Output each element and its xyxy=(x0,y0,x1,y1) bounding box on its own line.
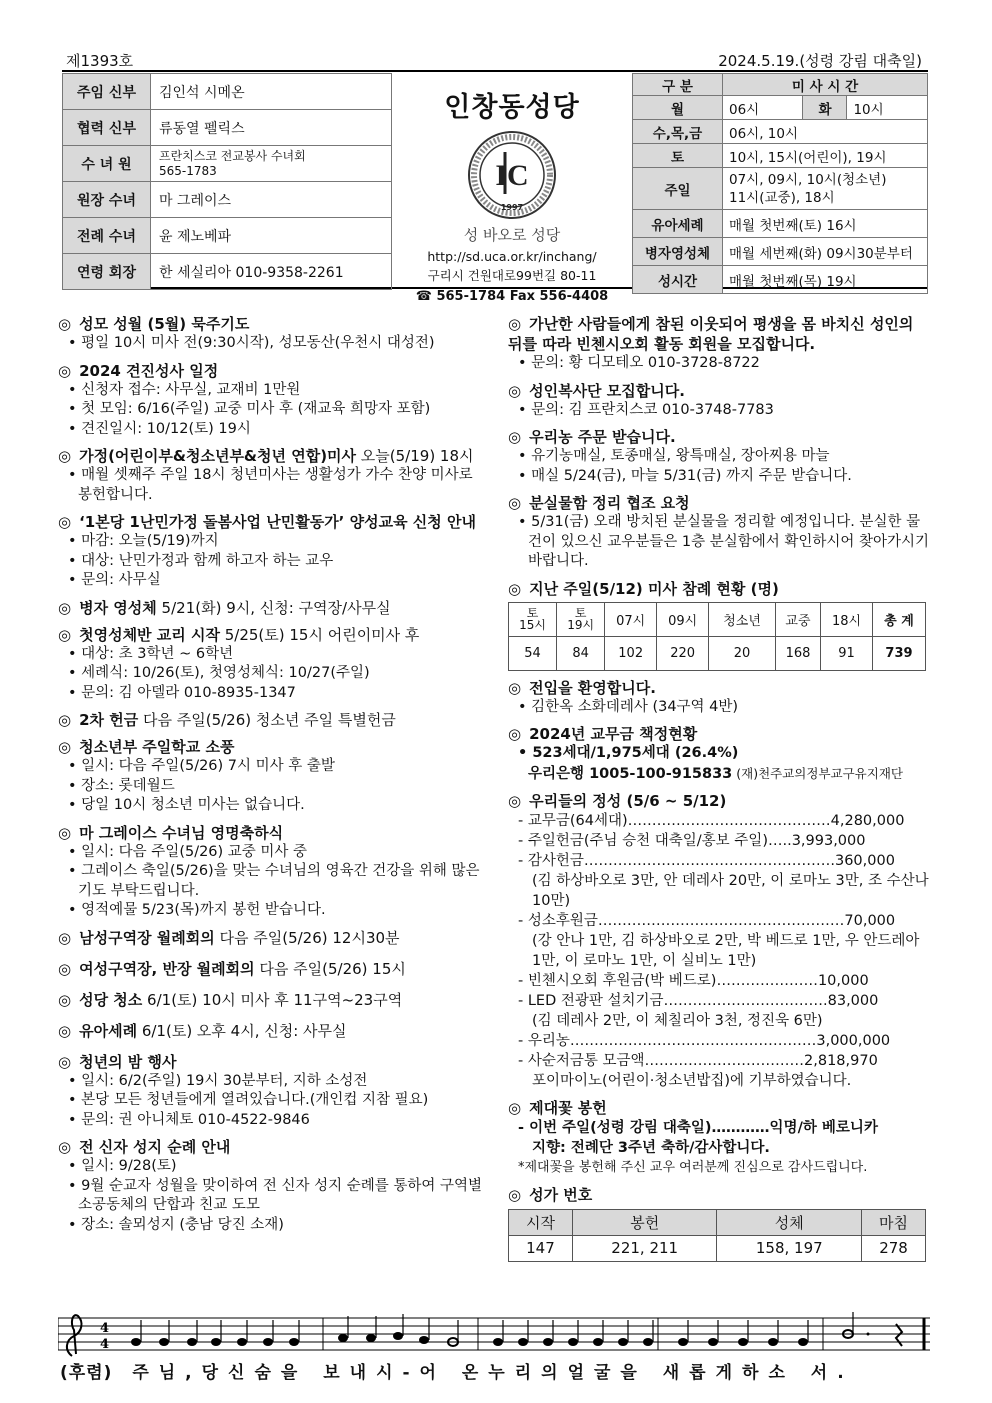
issue-number: 제1393호 xyxy=(66,52,134,70)
issue-date: 2024.5.19.(성령 강림 대축일) xyxy=(718,52,922,70)
notice-detail: 오늘(5/19) 18시 xyxy=(356,447,474,465)
parish-url[interactable]: http://sd.uca.or.kr/inchang/ xyxy=(427,249,597,264)
notice-farm-order xyxy=(508,427,930,486)
notice-detail: 다음 주일(5/26) 15시 xyxy=(254,959,406,978)
mass-value: 매월 세번째(화) 09시30분부터 xyxy=(723,238,928,266)
bullet-mark: ◎ xyxy=(58,315,72,333)
notice-title: 성모 성월 (5월) 묵주기도 xyxy=(79,315,250,333)
issue-header xyxy=(62,48,928,72)
bullet-mark: ◎ xyxy=(508,792,522,810)
mass-key: 월 xyxy=(633,96,723,120)
notice-item: • 장소: 솔뫼성지 (충남 당진 소재) xyxy=(68,1216,483,1236)
attendance-header: 09시 xyxy=(657,602,709,636)
bullet-mark: ◎ xyxy=(508,579,522,598)
attendance-header: 총 계 xyxy=(873,602,926,636)
notice-item: • 본당 모든 청년들에게 열려있습니다.(개인컵 지참 필요) xyxy=(68,1091,483,1111)
notice-attendance xyxy=(508,579,930,671)
notice-item: • 일시: 9/28(토) xyxy=(68,1157,483,1177)
parish-name: 인창동성당 xyxy=(444,92,580,123)
parish-info xyxy=(394,73,630,304)
bullet-mark: ◎ xyxy=(508,1099,522,1117)
notice-detail: 다음 주일(5/26) 청소년 주일 특별헌금 xyxy=(138,711,396,729)
mass-key: 주일 xyxy=(633,168,723,210)
notice-title: 성당 청소 xyxy=(79,990,143,1009)
bullet-mark: ◎ xyxy=(58,361,72,380)
notice-infant-baptism xyxy=(58,1021,483,1041)
hymn-number: 221, 211 xyxy=(572,1235,717,1261)
notice-title: 우리들의 정성 (5/6 ~ 5/12) xyxy=(529,792,727,810)
refrain-label: (후렴) xyxy=(60,1363,113,1383)
bullet-mark: ◎ xyxy=(58,738,72,756)
flower-thanks: *제대꽃을 봉헌해 주신 교우 여러분께 진심으로 감사드립니다. xyxy=(518,1160,868,1175)
bank-account: 우리은행 1005-100-915833 xyxy=(528,765,733,782)
notice-family-mass xyxy=(58,446,483,505)
attendance-value: 84 xyxy=(557,636,605,670)
notice-item: • 첫 모임: 6/16(주일) 교중 미사 후 (재교육 희망자 포함) xyxy=(68,400,483,420)
notice-item: • 523세대/1,975세대 (26.4%) xyxy=(518,744,930,764)
notice-title: ‘1본당 1난민가정 돌봄사업 난민활동가’ 양성교육 신청 안내 xyxy=(79,513,476,531)
staff-value: 마 그레이스 xyxy=(151,182,392,218)
mass-value xyxy=(723,168,928,210)
offering-item: - LED 전광판 설치기금…………………………….83,000 xyxy=(518,991,930,1011)
bullet-mark: ◎ xyxy=(508,494,522,512)
notice-detail: 다음 주일(5/26) 12시30분 xyxy=(214,928,400,947)
bullet-mark: ◎ xyxy=(508,428,522,446)
notice-item: • 문의: 김 아델라 010-8935-1347 xyxy=(68,684,483,704)
notice-vincent xyxy=(508,314,930,374)
offering-item: - 사순저금통 모금액……………………………2,818,970 xyxy=(518,1051,930,1071)
notice-title: 가정(어린이부&청소년부&청년 연합)미사 xyxy=(79,447,357,465)
bullet-mark: ◎ xyxy=(58,1021,72,1040)
bullet-mark: ◎ xyxy=(508,678,522,697)
logo-year: 1997 xyxy=(500,203,524,212)
offering-item: - 우리농……………………………………………3,000,000 xyxy=(518,1031,930,1051)
mass-head-key: 구 분 xyxy=(633,74,723,96)
bank-holder: (재)천주교의정부교구유지재단 xyxy=(732,765,903,781)
attendance-value: 102 xyxy=(605,636,657,670)
notice-title: 병자 영성체 xyxy=(79,598,157,617)
offering-detail: (김 하상바오로 3만, 안 데레사 20만, 이 로마노 3만, 조 수산나 10만) xyxy=(532,873,929,909)
notice-item: • 매월 셋째주 주일 18시 청년미사는 생활성가 가수 찬양 미사로 봉헌합니다. xyxy=(68,466,483,505)
notice-sick-communion xyxy=(58,598,483,618)
bullet-mark: ◎ xyxy=(58,823,72,842)
notice-title: 우리농 주문 받습니다. xyxy=(529,428,676,446)
bullet-mark: ◎ xyxy=(58,447,72,465)
bullet-mark: ◎ xyxy=(58,625,72,644)
mass-key: 수,목,금 xyxy=(633,120,723,144)
staff-key: 수 녀 원 xyxy=(63,146,151,182)
music-notes xyxy=(131,1330,870,1346)
bullet-mark: ◎ xyxy=(508,381,522,400)
notice-title: 청소년부 주일학교 소풍 xyxy=(79,738,235,756)
notice-detail: 5/21(화) 9시, 신청: 구역장/사무실 xyxy=(156,598,391,617)
bullet-mark: ◎ xyxy=(508,1185,522,1204)
hymn-number: 158, 197 xyxy=(717,1235,862,1261)
sunday-times-2: 11시(교중), 18시 xyxy=(729,189,835,206)
staff-value: 윤 제노베파 xyxy=(151,218,392,254)
notice-title: 2024년 교무금 책정현황 xyxy=(529,725,698,743)
notice-title: 성인복사단 모집합니다. xyxy=(529,381,685,400)
notice-title: 제대꽃 봉헌 xyxy=(529,1099,607,1117)
mass-value: 10시, 15시(어린이), 19시 xyxy=(723,144,928,168)
notice-item: • 일시: 다음 주일(5/26) 교중 미사 중 xyxy=(68,843,483,863)
notice-item: • 그레이스 축일(5/26)을 맞는 수녀님의 영육간 건강을 위해 많은 기도 부탁드립니다. xyxy=(68,862,483,901)
staff-value: 한 세실리아 010-9358-2261 xyxy=(151,254,392,290)
attendance-header: 토 19시 xyxy=(557,602,605,636)
attendance-header: 18시 xyxy=(821,602,873,636)
bullet-mark: ◎ xyxy=(58,598,72,617)
mass-value: 매월 첫번째(토) 16시 xyxy=(723,210,928,238)
notice-detail: 6/1(토) 오후 4시, 신청: 사무실 xyxy=(137,1021,347,1040)
offering-detail: 포이마이노(어린이·청소년밥집)에 기부하였습니다. xyxy=(532,1073,852,1089)
staff-key: 원장 수녀 xyxy=(63,182,151,218)
attendance-value: 220 xyxy=(657,636,709,670)
masthead xyxy=(62,73,928,304)
bullet-mark: ◎ xyxy=(58,928,72,947)
hymn-table xyxy=(508,1209,926,1262)
notice-item: • 문의: 사무실 xyxy=(68,571,483,591)
notice-detail: 6/1(토) 10시 미사 후 11구역~23구역 xyxy=(142,990,403,1009)
rest-icon xyxy=(896,1324,902,1346)
attendance-header: 청소년 xyxy=(709,602,776,636)
notice-first-communion xyxy=(58,625,483,704)
bullet-mark: ◎ xyxy=(58,513,72,531)
staff-table xyxy=(62,73,392,290)
staff-value: 류동열 펠릭스 xyxy=(151,110,392,146)
notice-title: 2024 견진성사 일정 xyxy=(79,361,219,380)
mass-value: 06시, 10시 xyxy=(723,120,928,144)
notice-title: 마 그레이스 수녀님 영명축하식 xyxy=(79,823,284,842)
staff-key: 협력 신부 xyxy=(63,110,151,146)
notice-item: • 문의: 황 디모테오 010-3728-8722 xyxy=(518,354,930,374)
mass-value: 06시 xyxy=(723,96,803,120)
notice-title: 성가 번호 xyxy=(529,1185,593,1204)
time-signature xyxy=(100,1321,109,1352)
notice-item: • 일시: 6/2(주일) 19시 30분부터, 지하 소성전 xyxy=(68,1072,483,1092)
attendance-value: 20 xyxy=(709,636,776,670)
notice-welcome xyxy=(508,678,930,718)
notice-item: • 9월 순교자 성월을 맞이하여 전 신자 성지 순례를 통하여 구역별 소공동체의 단합과 친교 도모 xyxy=(68,1177,483,1216)
svg-text:4: 4 xyxy=(100,1321,110,1336)
staff-value: 프란치스코 전교봉사 수녀회 565-1783 xyxy=(151,146,392,182)
hymn-number: 147 xyxy=(509,1235,573,1261)
bullet-mark: ◎ xyxy=(58,959,72,978)
notice-item: • 견진일시: 10/12(토) 19시 xyxy=(68,420,483,440)
flower-offering: - 이번 주일(성령 강림 대축일)…………익명/하 베로니카 xyxy=(518,1118,930,1138)
offering-item: - 빈첸시오회 후원금(박 베드로)…………………10,000 xyxy=(518,971,930,991)
mass-key: 유아세례 xyxy=(633,210,723,238)
notice-title: 청년의 밤 행사 xyxy=(79,1052,177,1071)
mass-value: 매월 첫번째(목) 19시 xyxy=(723,266,928,294)
notice-lost-found xyxy=(508,493,930,572)
notice-item: • 문의: 김 프란치스코 010-3748-7783 xyxy=(518,401,930,421)
notice-women-meeting xyxy=(58,959,483,979)
notice-altar-servers xyxy=(508,381,930,421)
notice-title: 유아세례 xyxy=(79,1021,138,1040)
notice-title: 여성구역장, 반장 월례회의 xyxy=(79,959,255,978)
notice-title: 첫영성체반 교리 시작 xyxy=(79,625,220,644)
notice-item: • 장소: 롯데월드 xyxy=(68,777,483,797)
notice-title: 지난 주일(5/12) 미사 참례 현황 (명) xyxy=(529,579,779,598)
mass-key: 병자영성체 xyxy=(633,238,723,266)
notice-item: • 5/31(금) 오래 방치된 분실물을 정리할 예정입니다. 분실한 물건이 있으신 교우분들은 1층 분실함에서 확인하시어 찾아가시기 바랍니다. xyxy=(518,513,930,572)
notice-dues xyxy=(508,724,930,784)
offering-detail: (강 안나 1만, 김 하상바오로 2만, 박 베드로 1만, 우 안드레아 1만, 이 로마노 1만, 이 실비노 1만) xyxy=(532,933,920,969)
notice-item: • 당일 10시 청소년 미사는 없습니다. xyxy=(68,796,483,816)
attendance-header: 교중 xyxy=(775,602,820,636)
notice-feast-celebration xyxy=(58,823,483,921)
parish-address: 구리시 건원대로99번길 80-11 xyxy=(427,268,597,283)
attendance-value: 91 xyxy=(821,636,873,670)
bullet-mark: ◎ xyxy=(58,1052,72,1071)
notice-pilgrimage xyxy=(58,1137,483,1235)
notice-youth-picnic xyxy=(58,737,483,816)
mass-key: 토 xyxy=(633,144,723,168)
staff-key: 연령 회장 xyxy=(63,254,151,290)
parish-phone: ☎ 565-1784 Fax 556-4408 xyxy=(415,289,609,304)
notice-title: 2차 헌금 xyxy=(79,711,139,729)
notice-cleaning xyxy=(58,990,483,1010)
attendance-header: 07시 xyxy=(605,602,657,636)
offering-list xyxy=(508,811,930,1091)
mass-key: 성시간 xyxy=(633,266,723,294)
notice-item: • 문의: 권 아니체토 010-4522-9846 xyxy=(68,1111,483,1131)
logo-letters: IC xyxy=(495,159,529,192)
notice-detail: 5/25(토) 15시 어린이미사 후 xyxy=(219,625,420,644)
hymn-header: 마침 xyxy=(862,1209,926,1235)
bullet-mark: ◎ xyxy=(508,315,522,333)
mass-head-value: 미 사 시 간 xyxy=(723,74,928,96)
notice-item: • 매실 5/24(금), 마늘 5/31(금) 까지 주문 받습니다. xyxy=(518,467,930,487)
attendance-table xyxy=(508,602,926,671)
attendance-value: 168 xyxy=(775,636,820,670)
notice-item: • 대상: 난민가정과 함께 하고자 하는 교우 xyxy=(68,552,483,572)
staff-key: 주임 신부 xyxy=(63,74,151,110)
notice-refugee xyxy=(58,512,483,591)
notice-title: 분실물함 정리 협조 요청 xyxy=(529,494,690,512)
right-column xyxy=(508,314,930,1269)
offering-item: - 감사헌금…………………………………………….360,000 xyxy=(518,851,930,871)
attendance-header: 토 15시 xyxy=(509,602,557,636)
offering-item: - 성소후원금……………………………………………70,000 xyxy=(518,911,930,931)
notice-item: • 평일 10시 미사 전(9:30시작), 성모동산(우천시 대성전) xyxy=(68,334,483,354)
hymn-header: 봉헌 xyxy=(572,1209,717,1235)
hymn-header: 시작 xyxy=(509,1209,573,1235)
notice-item: • 대상: 초 3학년 ~ 6학년 xyxy=(68,645,483,665)
parish-patron: 성 바오로 성당 xyxy=(463,226,561,244)
bullet-mark: ◎ xyxy=(58,711,72,729)
notice-title: 전입을 환영합니다. xyxy=(529,678,656,697)
offering-item: - 교무금(64세대)……………………………………4,280,000 xyxy=(518,811,930,831)
notice-offerings xyxy=(508,791,930,1091)
bullet-mark: ◎ xyxy=(58,1138,72,1156)
notice-title: 가난한 사람들에게 참된 이웃되어 평생을 몸 바치신 성인의 뒤를 따라 빈첸시오회 활동 회원을 모집합니다. xyxy=(508,315,914,353)
flower-intention: 지향: 전례단 3주년 축하/감사합니다. xyxy=(532,1140,770,1156)
attendance-total: 739 xyxy=(873,636,926,670)
refrain-text: 주님,당신숨을 보내시-어 온누리의얼굴을 새롭게하소 서. xyxy=(132,1363,854,1383)
attendance-value: 54 xyxy=(509,636,557,670)
parish-logo-icon xyxy=(467,130,557,220)
notice-item: • 일시: 다음 주일(5/26) 7시 미사 후 출발 xyxy=(68,757,483,777)
staff-value: 김인석 시메온 xyxy=(151,74,392,110)
notice-title: 남성구역장 월례회의 xyxy=(79,928,215,947)
notice-item: • 마감: 오늘(5/19)까지 xyxy=(68,532,483,552)
bullet-mark: ◎ xyxy=(508,725,522,743)
staff-key: 전례 수녀 xyxy=(63,218,151,254)
left-column xyxy=(58,314,483,1242)
notice-youth-night xyxy=(58,1052,483,1131)
notice-second-collection xyxy=(58,710,483,730)
sunday-times-1: 07시, 09시, 10시(청소년) xyxy=(729,171,887,188)
notice-item: • 세례식: 10/26(토), 첫영성체식: 10/27(주일) xyxy=(68,664,483,684)
notice-item: • 김한옥 소화데레사 (34구역 4반) xyxy=(518,698,930,718)
refrain-lyrics xyxy=(60,1358,854,1383)
notice-item: • 유기농매실, 토종매실, 왕특매실, 장아찌용 마늘 xyxy=(518,447,930,467)
offering-item: - 주일헌금(주님 승천 대축일/홍보 주일)…..3,993,000 xyxy=(518,831,930,851)
mass-schedule-table xyxy=(632,73,928,294)
mass-key: 화 xyxy=(803,96,847,120)
bullet-mark: ◎ xyxy=(58,990,72,1009)
hymn-header: 성체 xyxy=(717,1209,862,1235)
notice-altar-flowers xyxy=(508,1098,930,1178)
notice-rosary xyxy=(58,314,483,354)
notice-men-meeting xyxy=(58,928,483,948)
notice-hymns xyxy=(508,1185,930,1262)
notice-item: • 영적예물 5/23(목)까지 봉헌 받습니다. xyxy=(68,901,483,921)
notice-confirmation xyxy=(58,361,483,440)
hymn-number: 278 xyxy=(862,1235,926,1261)
svg-text:4: 4 xyxy=(100,1337,110,1352)
offering-detail: (김 데레사 2만, 이 체칠리아 3천, 정진욱 6만) xyxy=(532,1013,823,1029)
notice-title: 전 신자 성지 순례 안내 xyxy=(79,1138,231,1156)
notice-item: • 신청자 접수: 사무실, 교재비 1만원 xyxy=(68,381,483,401)
mass-value: 10시 xyxy=(847,96,928,120)
